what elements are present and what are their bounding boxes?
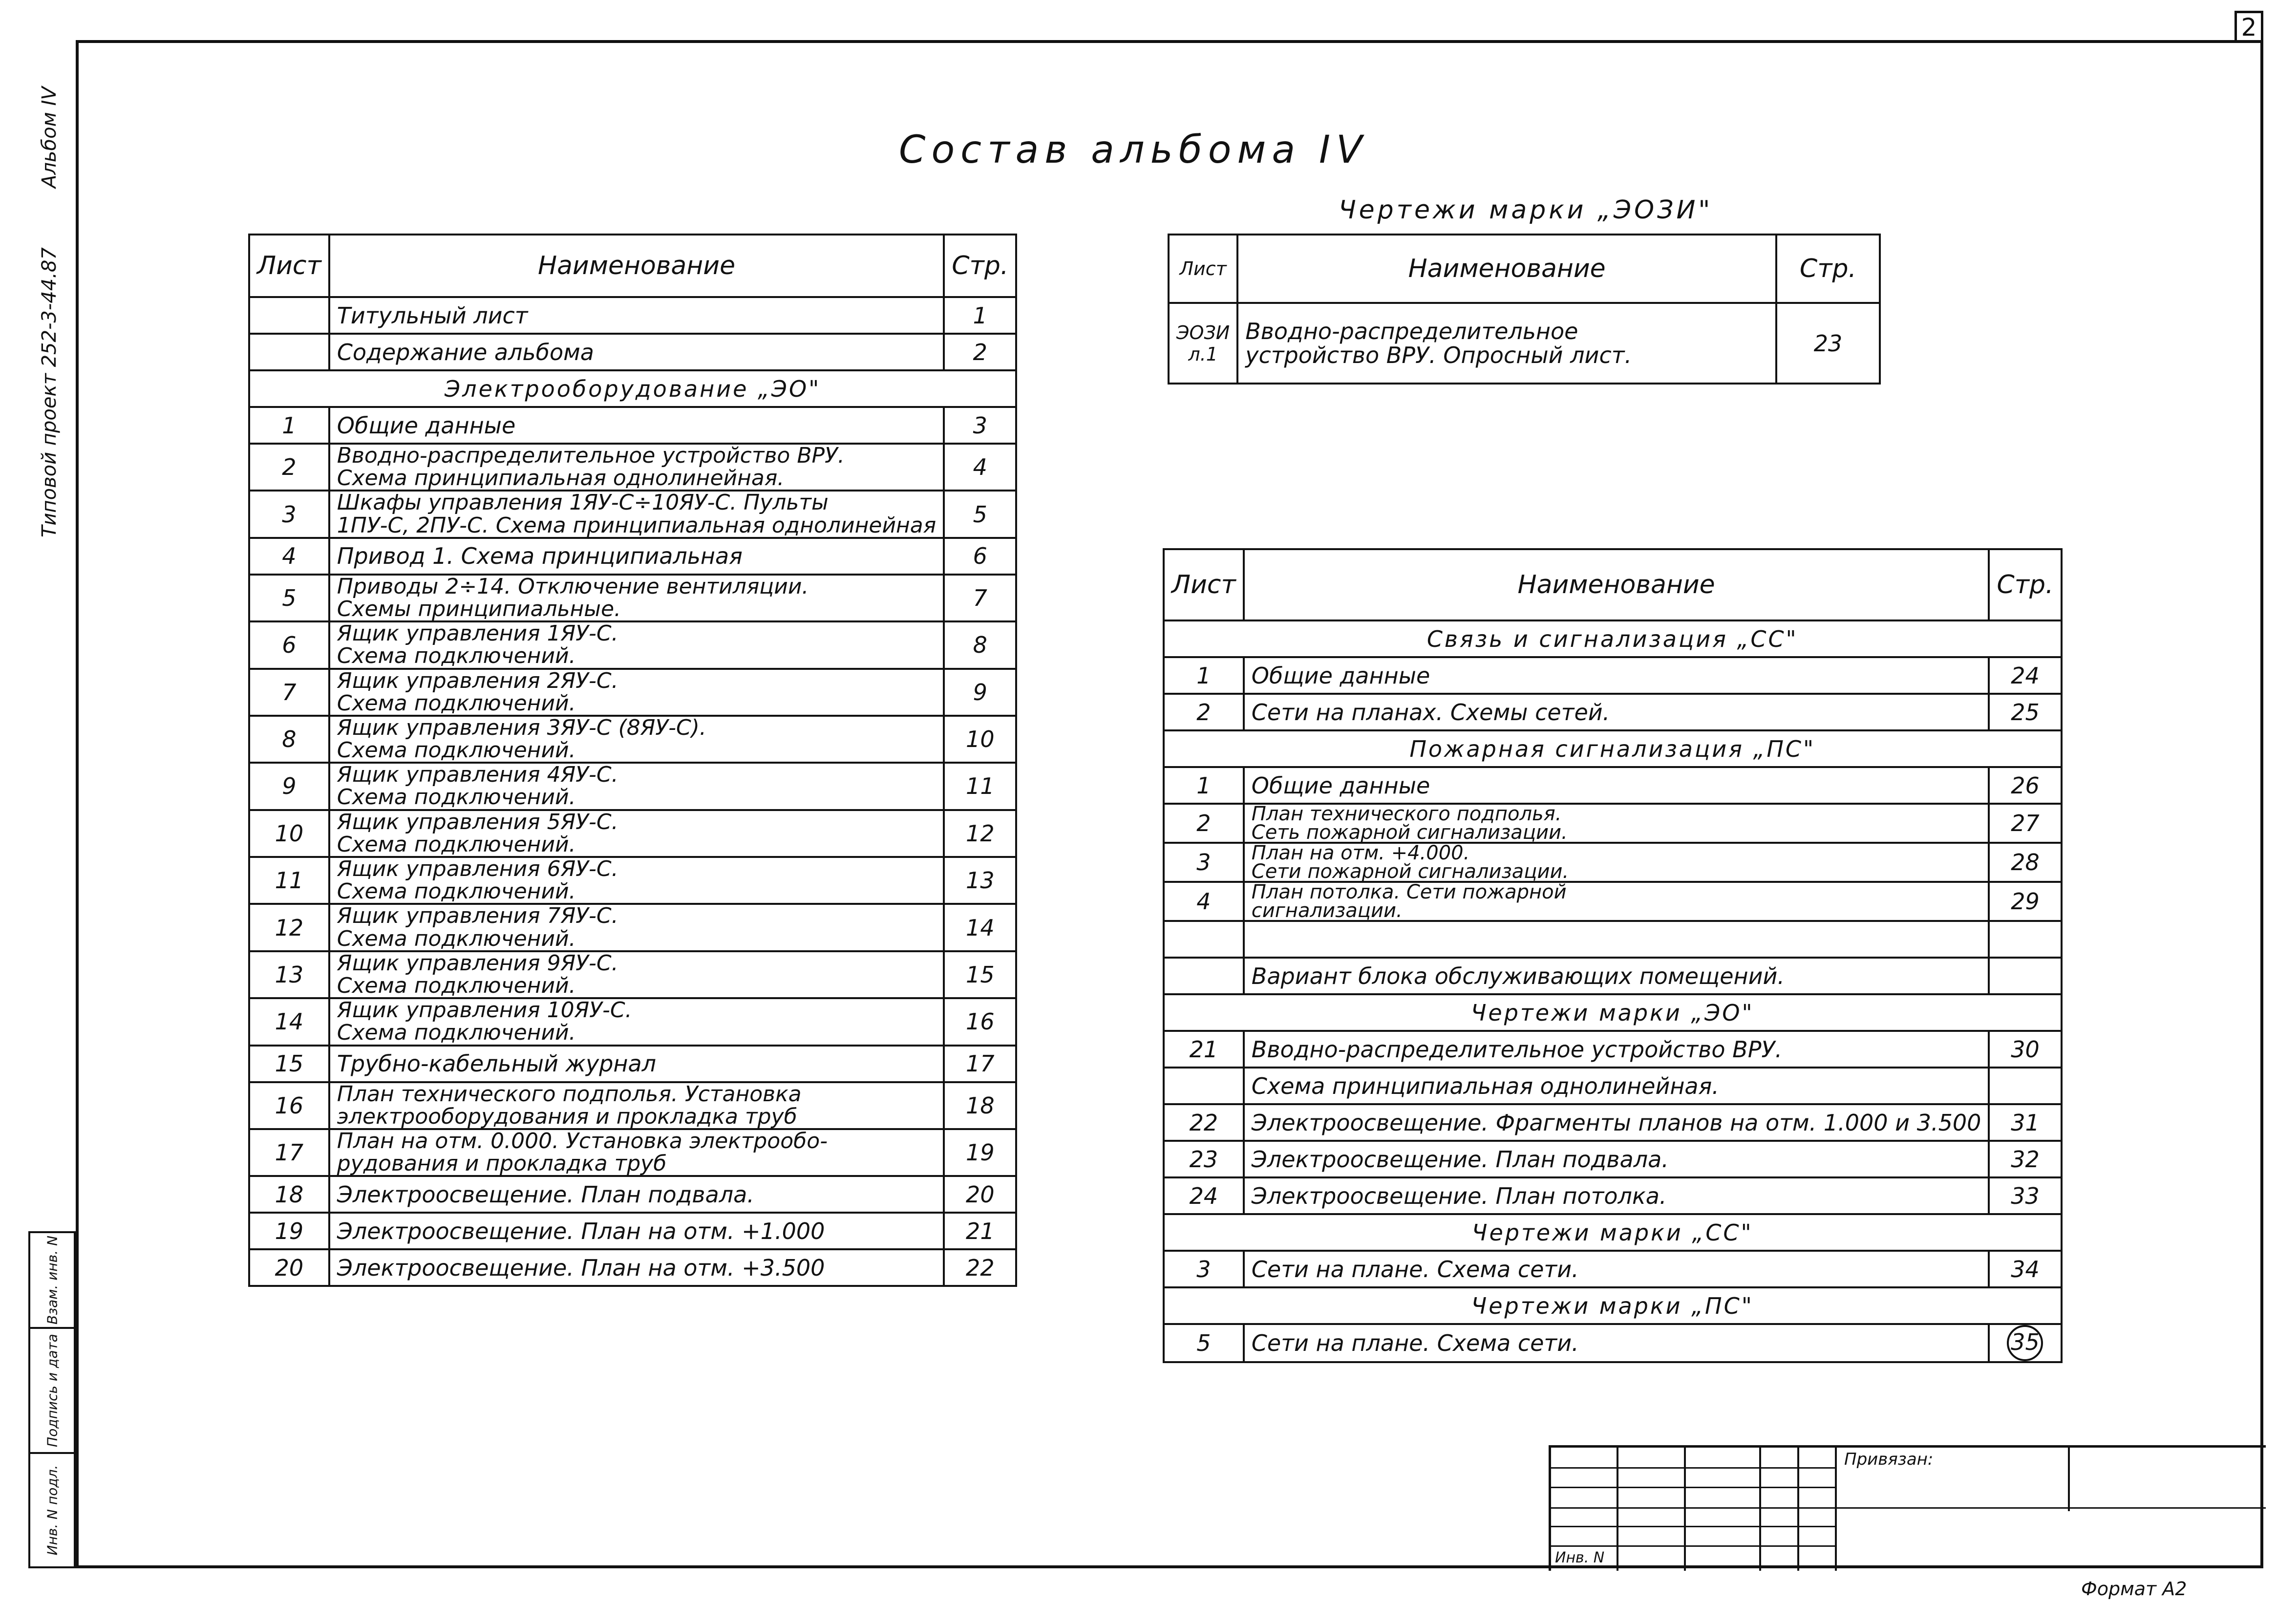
name-cell: [329, 1176, 944, 1213]
header-sheet: Лист: [249, 235, 329, 297]
table-row: [1164, 1251, 2062, 1287]
row-number: [249, 334, 329, 370]
row-number: 5: [1164, 1324, 1244, 1362]
row-page: 32: [1989, 1141, 2061, 1177]
name-cell: [329, 334, 944, 370]
row-number: 6: [249, 621, 329, 668]
right-bottom-table: [1163, 548, 2063, 1363]
header-name: Наименование: [329, 235, 944, 297]
row-number: 3: [1164, 843, 1244, 882]
row-page: 30: [1989, 1031, 2061, 1068]
name-cell: [1244, 694, 1989, 730]
row-number: 2: [249, 444, 329, 491]
name-line: Ящик управления 7ЯУ-С.: [337, 903, 618, 929]
name-cell: [329, 1129, 944, 1176]
section-row: [1164, 730, 2062, 767]
row-page: 27: [1989, 804, 2061, 843]
table-header: [1169, 235, 1880, 303]
name-cell: [329, 1213, 944, 1249]
header-name: Наименование: [1237, 235, 1776, 303]
row-number: 18: [249, 1176, 329, 1213]
row-number: [1164, 921, 1244, 958]
table-row: [249, 857, 1016, 904]
row-page: 28: [1989, 843, 2061, 882]
name-cell: [1244, 804, 1989, 843]
row-number: 1: [249, 407, 329, 444]
table-row: [249, 998, 1016, 1045]
name-line: 1ПУ-С, 2ПУ-С. Схема принципиальная однолинейная: [337, 513, 936, 538]
header-sheet: Лист: [1164, 549, 1244, 620]
name-line: Общие данные: [337, 412, 516, 439]
table-row: [249, 491, 1016, 537]
name-line: сигнализации.: [1251, 899, 1403, 922]
row-number: 22: [1164, 1104, 1244, 1141]
name-cell: [1244, 1324, 1989, 1362]
name-line: рудования и прокладка труб: [337, 1151, 667, 1176]
strip-cell-2: Подпись и дата: [44, 1334, 60, 1447]
header-page: Стр.: [1776, 235, 1880, 303]
name-cell: [1244, 921, 1989, 958]
row-page: 1: [944, 297, 1016, 334]
table-row: [249, 407, 1016, 444]
name-cell: [329, 297, 944, 334]
row-page: [1989, 1068, 2061, 1104]
name-cell: [329, 444, 944, 491]
name-cell: [1244, 1068, 1989, 1104]
name-line: электрооборудования и прокладка труб: [337, 1104, 797, 1129]
table-header: [1164, 549, 2062, 620]
row-page: [1989, 958, 2061, 994]
name-line: Общие данные: [1251, 662, 1430, 689]
header-name: Наименование: [1244, 549, 1989, 620]
row-number-line: л.1: [1188, 343, 1218, 365]
section-title: Пожарная сигнализация „ПС": [1164, 730, 2062, 767]
name-line: Сети на плане. Схема сети.: [1251, 1330, 1579, 1356]
name-line: Вариант блока обслуживающих помещений.: [1251, 962, 1785, 989]
name-cell: [329, 575, 944, 621]
row-page: 29: [1989, 882, 2061, 921]
section-row: [1164, 1214, 2062, 1251]
row-number: [249, 297, 329, 334]
name-line: Ящик управления 9ЯУ-С.: [337, 950, 618, 976]
name-cell: [329, 904, 944, 951]
name-line: Схема принципиальная однолинейная.: [337, 466, 785, 491]
row-number: [1164, 958, 1244, 994]
name-cell: [329, 621, 944, 668]
table-row: [1164, 694, 2062, 730]
row-number: 3: [1164, 1251, 1244, 1287]
table-row: [249, 669, 1016, 716]
table-row: [249, 1082, 1016, 1129]
row-number: 2: [1164, 804, 1244, 843]
row-page: [1989, 921, 2061, 958]
name-line: Привод 1. Схема принципиальная: [337, 543, 743, 570]
name-line: План технического подполья.: [1251, 803, 1562, 825]
table-row: [249, 334, 1016, 370]
table-row: [1164, 657, 2062, 694]
name-cell: [1237, 303, 1776, 384]
name-line: Ящик управления 10ЯУ-С.: [337, 998, 632, 1023]
name-cell: [329, 1249, 944, 1286]
row-number: 1: [1164, 767, 1244, 804]
section-title: Связь и сигнализация „СС": [1164, 620, 2062, 657]
row-page: 5: [944, 491, 1016, 537]
row-number: 20: [249, 1249, 329, 1286]
row-number: 24: [1164, 1177, 1244, 1214]
row-number: 4: [249, 538, 329, 575]
name-line: Ящик управления 4ЯУ-С.: [337, 762, 618, 788]
section-title: Чертежи марки „ЭО": [1164, 994, 2062, 1031]
name-line: Схема подключений.: [337, 690, 576, 716]
name-line: Ящик управления 5ЯУ-С.: [337, 809, 618, 834]
row-page: 31: [1989, 1104, 2061, 1141]
circled-page: 35: [2007, 1325, 2043, 1361]
row-number: 13: [249, 951, 329, 998]
row-number: 23: [1164, 1141, 1244, 1177]
name-line: Схема подключений.: [337, 879, 576, 904]
row-number: 19: [249, 1213, 329, 1249]
header-sheet: Лист: [1169, 235, 1237, 303]
name-cell: [329, 407, 944, 444]
row-number: 3: [249, 491, 329, 537]
row-page: 14: [944, 904, 1016, 951]
row-page: 23: [1776, 303, 1880, 384]
name-line: Сети на планах. Схемы сетей.: [1251, 699, 1610, 726]
name-cell: [329, 669, 944, 716]
name-line: Схема подключений.: [337, 738, 576, 763]
name-cell: [1244, 882, 1989, 921]
name-line: Приводы 2÷14. Отключение вентиляции.: [337, 574, 809, 599]
row-number: 12: [249, 904, 329, 951]
name-line: Вводно-распределительное устройство ВРУ.: [1251, 1036, 1783, 1063]
name-line: Вводно-распределительное: [1245, 318, 1578, 345]
name-line: Схема принципиальная однолинейная.: [1251, 1072, 1719, 1099]
row-page: 22: [944, 1249, 1016, 1286]
name-line: Ящик управления 6ЯУ-С.: [337, 856, 618, 881]
name-line: Схема подключений.: [337, 643, 576, 669]
table-row: [249, 1176, 1016, 1213]
name-line: Электроосвещение. Фрагменты планов на отм. 1.000 и 3.500: [1251, 1109, 1981, 1136]
table-row: [1164, 1177, 2062, 1214]
name-line: Электроосвещение. План подвала.: [337, 1181, 754, 1208]
row-page: [1989, 1324, 2061, 1362]
row-number: 16: [249, 1082, 329, 1129]
table-row: [249, 1249, 1016, 1286]
name-cell: [1244, 1031, 1989, 1068]
table-row: [1164, 804, 2062, 843]
name-line: Титульный лист: [337, 302, 528, 329]
name-line: План на отм. 0.000. Установка электрообо-: [337, 1128, 828, 1154]
name-line: Вводно-распределительное устройство ВРУ.: [337, 443, 845, 468]
name-cell: [1244, 1177, 1989, 1214]
name-cell: [329, 951, 944, 998]
row-number: 15: [249, 1046, 329, 1082]
row-number: [1164, 1068, 1244, 1104]
name-line: Схема подключений.: [337, 1020, 576, 1046]
name-cell: [329, 1082, 944, 1129]
row-number: 7: [249, 669, 329, 716]
table-row: [1164, 921, 2062, 958]
header-page: Стр.: [1989, 549, 2061, 620]
table-header: [249, 235, 1016, 297]
name-line: Сеть пожарной сигнализации.: [1251, 821, 1568, 844]
name-line: Сети на плане. Схема сети.: [1251, 1256, 1579, 1282]
row-page: 34: [1989, 1251, 2061, 1287]
section-row: [249, 370, 1016, 407]
name-cell: [1244, 657, 1989, 694]
name-cell: [1244, 1104, 1989, 1141]
table-row: [249, 951, 1016, 998]
title-block: [1549, 1445, 2266, 1571]
table-row: [1164, 767, 2062, 804]
strip-cell-3: Инв. N подл.: [44, 1465, 60, 1556]
row-number: 14: [249, 998, 329, 1045]
table-row: [1164, 1141, 2062, 1177]
name-line: Электроосвещение. План потолка.: [1251, 1182, 1667, 1209]
table-row: [249, 716, 1016, 763]
section-title: Электрооборудование „ЭО": [249, 370, 1016, 407]
right-top-table: [1168, 234, 1881, 385]
name-cell: [1244, 1141, 1989, 1177]
row-number: 5: [249, 575, 329, 621]
table-row: [1164, 843, 2062, 882]
name-line: Ящик управления 3ЯУ-С (8ЯУ-С).: [337, 715, 706, 740]
table-row: [249, 444, 1016, 491]
row-page: 13: [944, 857, 1016, 904]
name-line: План технического подполья. Установка: [337, 1081, 802, 1107]
table-row: [249, 904, 1016, 951]
name-cell: [1244, 1251, 1989, 1287]
name-line: Электроосвещение. План на отм. +1.000: [337, 1218, 825, 1244]
row-page: 4: [944, 444, 1016, 491]
table-row: [249, 763, 1016, 810]
row-page: 17: [944, 1046, 1016, 1082]
header-page: Стр.: [944, 235, 1016, 297]
name-cell: [329, 998, 944, 1045]
privyazan-label: Привязан:: [1844, 1450, 1934, 1469]
section-row: [1164, 1287, 2062, 1324]
name-line: Ящик управления 1ЯУ-С.: [337, 621, 618, 646]
row-page: 20: [944, 1176, 1016, 1213]
section-title: Чертежи марки „ПС": [1164, 1287, 2062, 1324]
row-number: 8: [249, 716, 329, 763]
strip-cell-1: Взам. инв. N: [44, 1236, 60, 1325]
table-row: [1164, 1104, 2062, 1141]
row-page: 2: [944, 334, 1016, 370]
row-number: 4: [1164, 882, 1244, 921]
name-line: Схемы принципиальные.: [337, 596, 621, 621]
row-page: 8: [944, 621, 1016, 668]
table-row: [249, 1046, 1016, 1082]
name-line: Ящик управления 2ЯУ-С.: [337, 668, 618, 693]
name-line: Схема подключений.: [337, 832, 576, 857]
row-number: 2: [1164, 694, 1244, 730]
name-line: План на отм. +4.000.: [1251, 842, 1470, 864]
row-page: 7: [944, 575, 1016, 621]
row-number: 21: [1164, 1031, 1244, 1068]
table-row: [1164, 882, 2062, 921]
name-line: План потолка. Сети пожарной: [1251, 881, 1567, 903]
row-number: 17: [249, 1129, 329, 1176]
table-row: [1164, 1031, 2062, 1068]
row-page: 19: [944, 1129, 1016, 1176]
row-page: 3: [944, 407, 1016, 444]
name-line: Шкафы управления 1ЯУ-С÷10ЯУ-С. Пульты: [337, 490, 829, 515]
row-page: 33: [1989, 1177, 2061, 1214]
section-title: Чертежи марки „СС": [1164, 1214, 2062, 1251]
right-top-caption: Чертежи марки „ЭОЗИ": [1339, 195, 1713, 225]
row-page: 12: [944, 810, 1016, 857]
row-number: 11: [249, 857, 329, 904]
row-number-line: ЭОЗИ: [1176, 321, 1230, 343]
row-page: 18: [944, 1082, 1016, 1129]
table-row: [249, 1213, 1016, 1249]
name-cell: [1244, 843, 1989, 882]
table-row: [249, 621, 1016, 668]
name-line: устройство ВРУ. Опросный лист.: [1245, 342, 1632, 368]
name-cell: [1244, 958, 1989, 994]
name-cell: [329, 810, 944, 857]
table-row: [249, 810, 1016, 857]
table-row: [249, 575, 1016, 621]
name-cell: [329, 538, 944, 575]
left-contents-table: [248, 234, 1017, 1287]
row-page: 6: [944, 538, 1016, 575]
name-line: Содержание альбома: [337, 339, 594, 365]
row-page: 9: [944, 669, 1016, 716]
table-row: [1164, 1068, 2062, 1104]
name-line: Общие данные: [1251, 772, 1430, 799]
row-page: 10: [944, 716, 1016, 763]
name-line: Электроосвещение. План на отм. +3.500: [337, 1254, 825, 1281]
table-row: [1164, 1324, 2062, 1362]
name-line: Схема подключений.: [337, 973, 576, 998]
row-page: 11: [944, 763, 1016, 810]
name-cell: [329, 491, 944, 537]
album-side-label: Альбом IV: [38, 86, 61, 188]
row-page: 15: [944, 951, 1016, 998]
row-number: 10: [249, 810, 329, 857]
row-page: 26: [1989, 767, 2061, 804]
table-row: [1169, 303, 1880, 384]
row-page: 16: [944, 998, 1016, 1045]
row-page: 25: [1989, 694, 2061, 730]
row-page: 21: [944, 1213, 1016, 1249]
row-number: 9: [249, 763, 329, 810]
format-label: Формат А2: [2081, 1578, 2187, 1600]
inv-label: Инв. N: [1555, 1549, 1605, 1566]
table-row: [249, 1129, 1016, 1176]
name-cell: [329, 763, 944, 810]
name-cell: [329, 716, 944, 763]
name-cell: [329, 1046, 944, 1082]
table-row: [249, 297, 1016, 334]
name-cell: [1244, 767, 1989, 804]
name-line: Схема подключений.: [337, 926, 576, 951]
sheet-number: 2: [2234, 11, 2263, 43]
section-row: [1164, 620, 2062, 657]
name-cell: [329, 857, 944, 904]
page-title: Состав альбома IV: [899, 128, 1368, 172]
name-line: Трубно-кабельный журнал: [337, 1050, 657, 1077]
name-line: Электроосвещение. План подвала.: [1251, 1146, 1669, 1173]
row-number: [1169, 303, 1237, 384]
name-line: Схема подключений.: [337, 785, 576, 810]
section-row: [1164, 994, 2062, 1031]
table-row: [249, 538, 1016, 575]
left-approval-strip: [28, 1231, 76, 1568]
row-number: 1: [1164, 657, 1244, 694]
name-line: Сети пожарной сигнализации.: [1251, 860, 1569, 883]
table-row: [1164, 958, 2062, 994]
row-page: 24: [1989, 657, 2061, 694]
project-side-label: Типовой проект 252-3-44.87: [38, 247, 61, 537]
